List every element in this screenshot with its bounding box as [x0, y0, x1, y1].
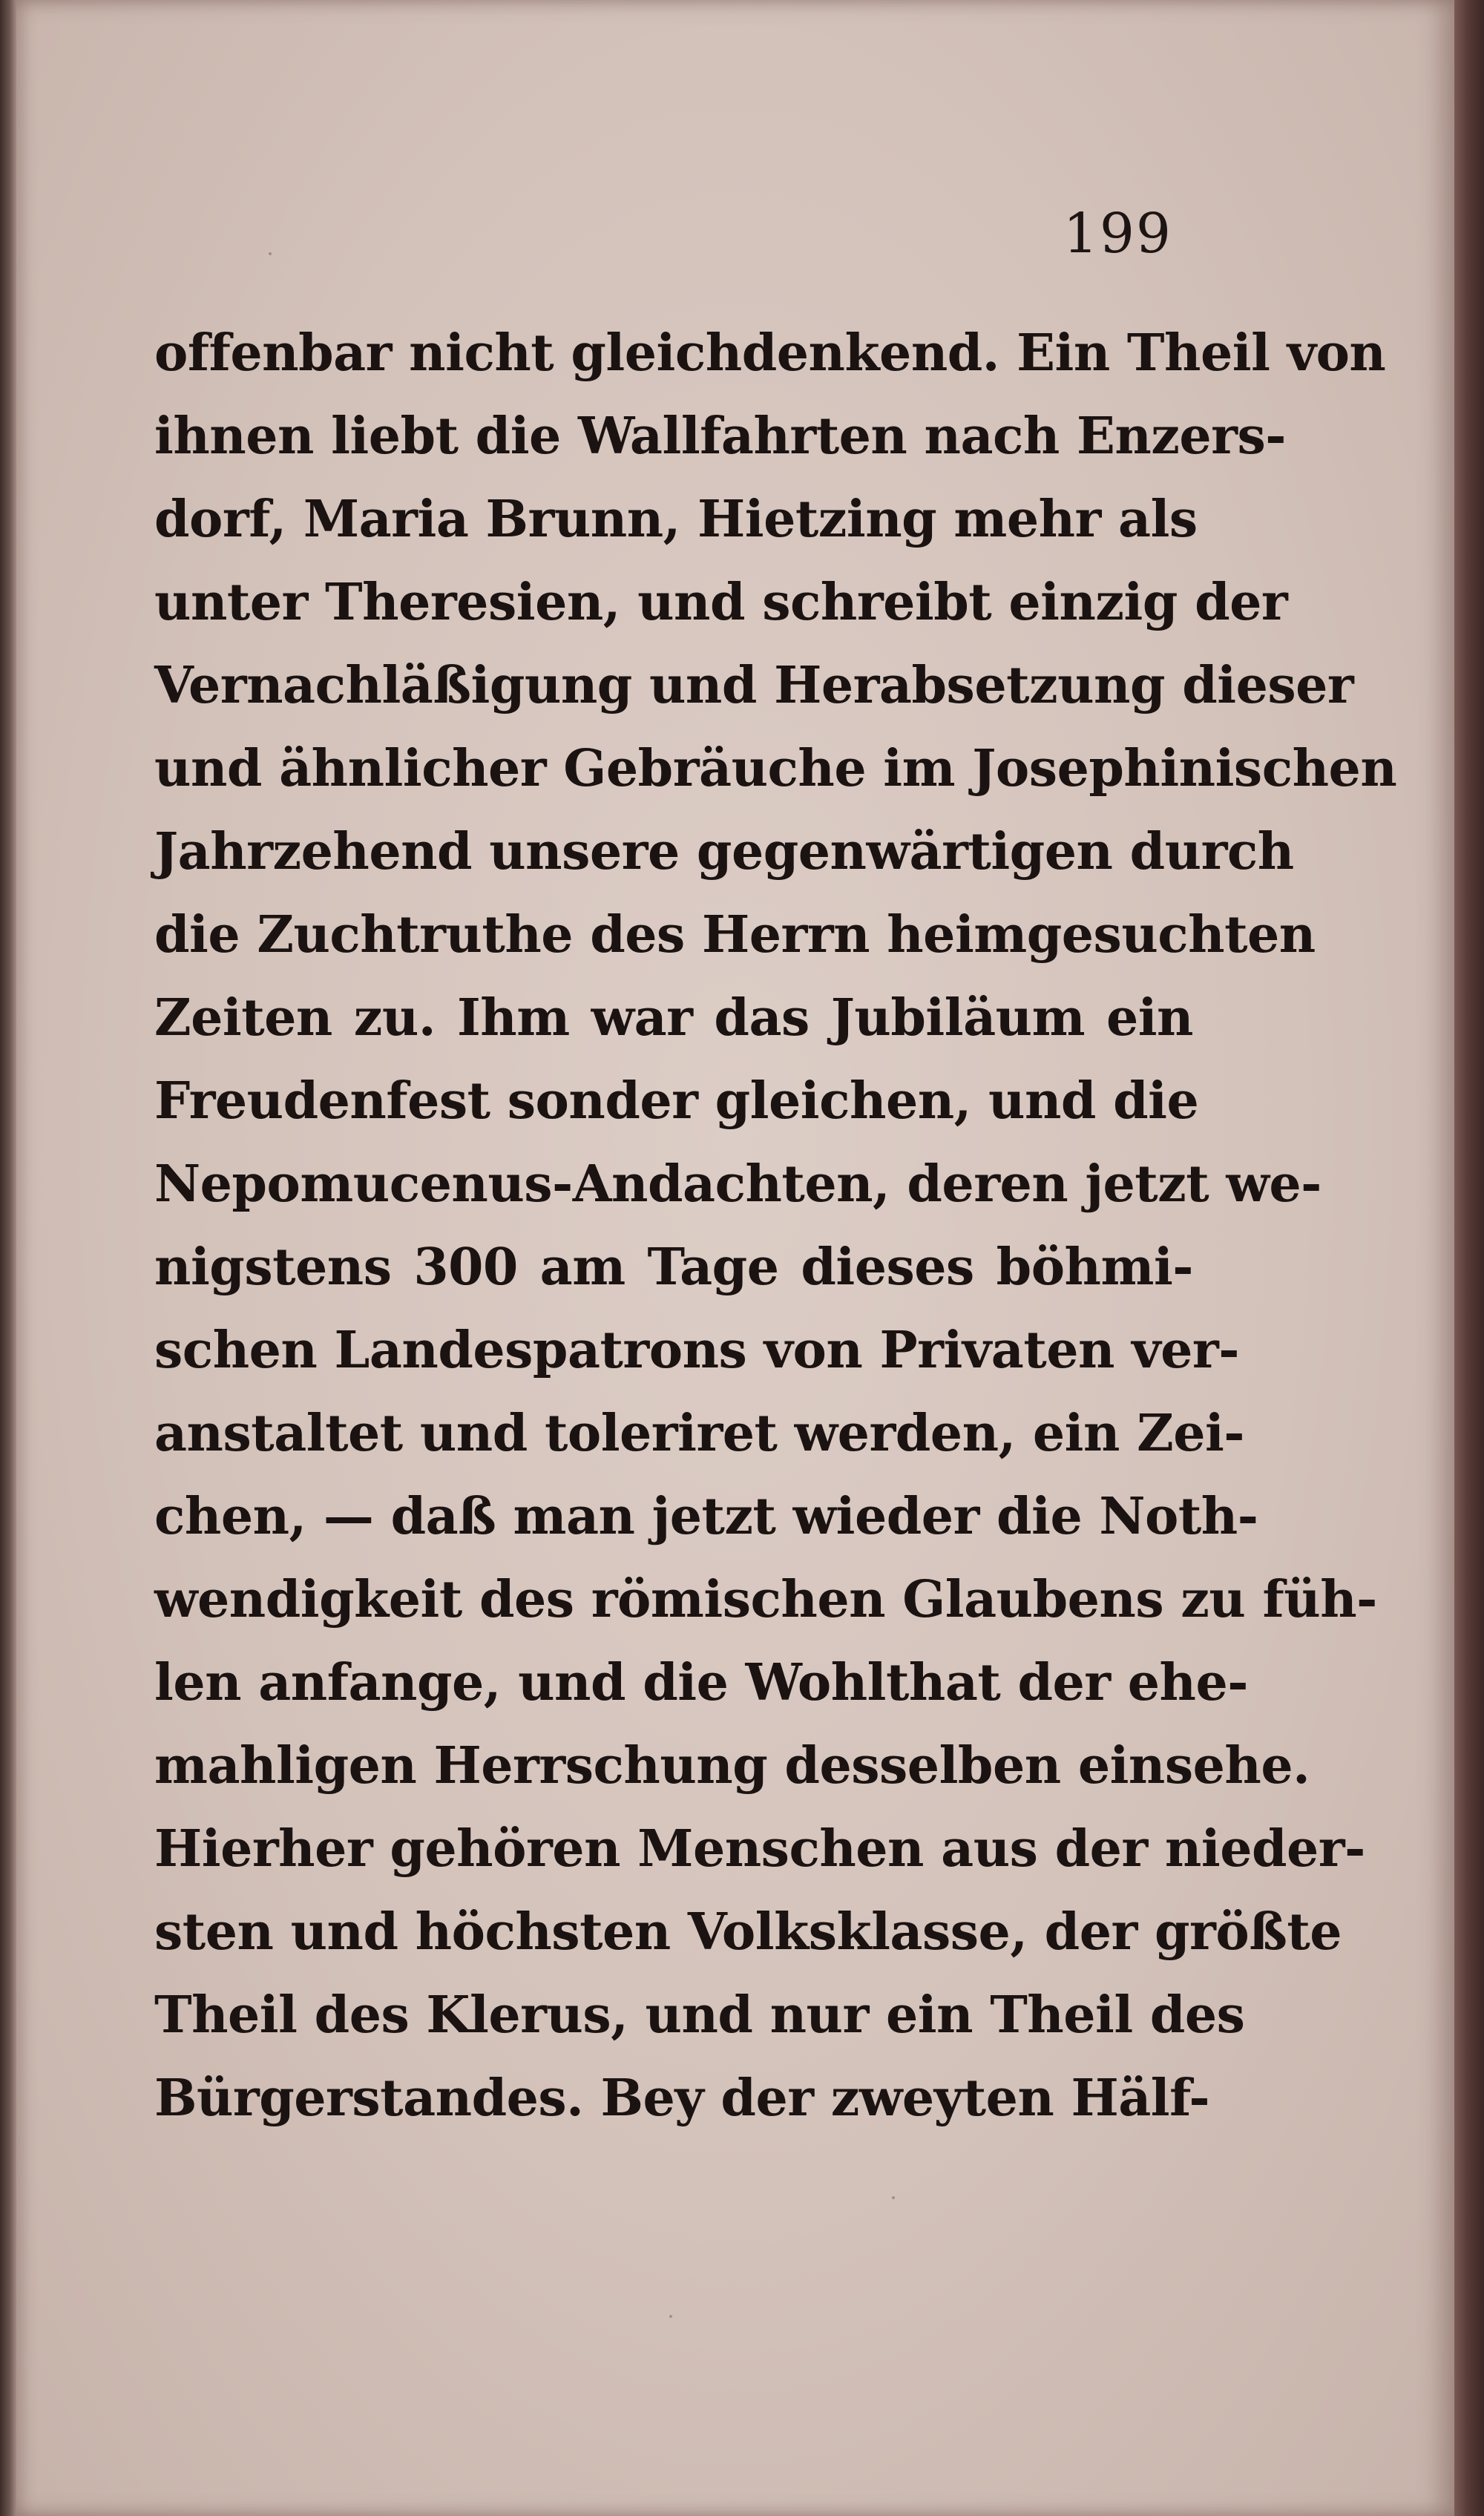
text-line: schen Landespatrons von Privaten ver- — [154, 1321, 1239, 1380]
text-line: und ähnlicher Gebräuche im Josephinischen — [154, 739, 1397, 798]
text-line: unter Theresien, und schreibt einzig der — [154, 573, 1288, 632]
text-line: wendigkeit des römischen Glaubens zu füh- — [154, 1570, 1377, 1629]
text-line: die Zuchtruthe des Herrn heimgesuchten — [154, 905, 1316, 965]
book-page — [16, 0, 1454, 2516]
text-line: Hierher gehören Menschen aus der nieder- — [154, 1819, 1365, 1879]
text-line: anstaltet und toleriret werden, ein Zei- — [154, 1404, 1245, 1463]
text-line: Freudenfest sonder gleichen, und die — [154, 1071, 1199, 1131]
text-line: Vernachläßigung und Herabsetzung dieser — [154, 656, 1354, 715]
paper-speck — [669, 2315, 672, 2318]
text-line: offenbar nicht gleichdenkend. Ein Theil von — [154, 323, 1386, 383]
text-line: ihnen liebt die Wallfahrten nach Enzers- — [154, 407, 1287, 466]
paper-speck — [1204, 779, 1206, 782]
body-text — [154, 312, 1397, 2140]
page-number: 199 — [1063, 202, 1172, 266]
text-line: Nepomucenus-Andachten, deren jetzt we- — [154, 1154, 1322, 1214]
text-line: Jahrzehend unsere gegenwärtigen durch — [154, 822, 1294, 881]
text-line: mahligen Herrschung desselben einsehe. — [154, 1736, 1310, 1796]
text-line: len anfange, und die Wohlthat der ehe- — [154, 1653, 1248, 1712]
text-line: sten und höchsten Volksklasse, der größte — [154, 1902, 1342, 1962]
text-line: Theil des Klerus, und nur ein Theil des — [154, 1985, 1245, 2045]
text-line: nigstens 300 am Tage dieses böhmi- — [154, 1238, 1193, 1297]
book-edge-left — [0, 0, 16, 2516]
text-line: dorf, Maria Brunn, Hietzing mehr als — [154, 490, 1198, 549]
text-line: chen, — daß man jetzt wieder die Noth- — [154, 1487, 1258, 1546]
text-line: Bürgerstandes. Bey der zweyten Hälf- — [154, 2069, 1210, 2128]
book-edge-right — [1454, 0, 1484, 2516]
text-line: Zeiten zu. Ihm war das Jubiläum ein — [154, 988, 1193, 1048]
paper-speck — [892, 2196, 895, 2199]
paper-speck — [269, 252, 272, 255]
